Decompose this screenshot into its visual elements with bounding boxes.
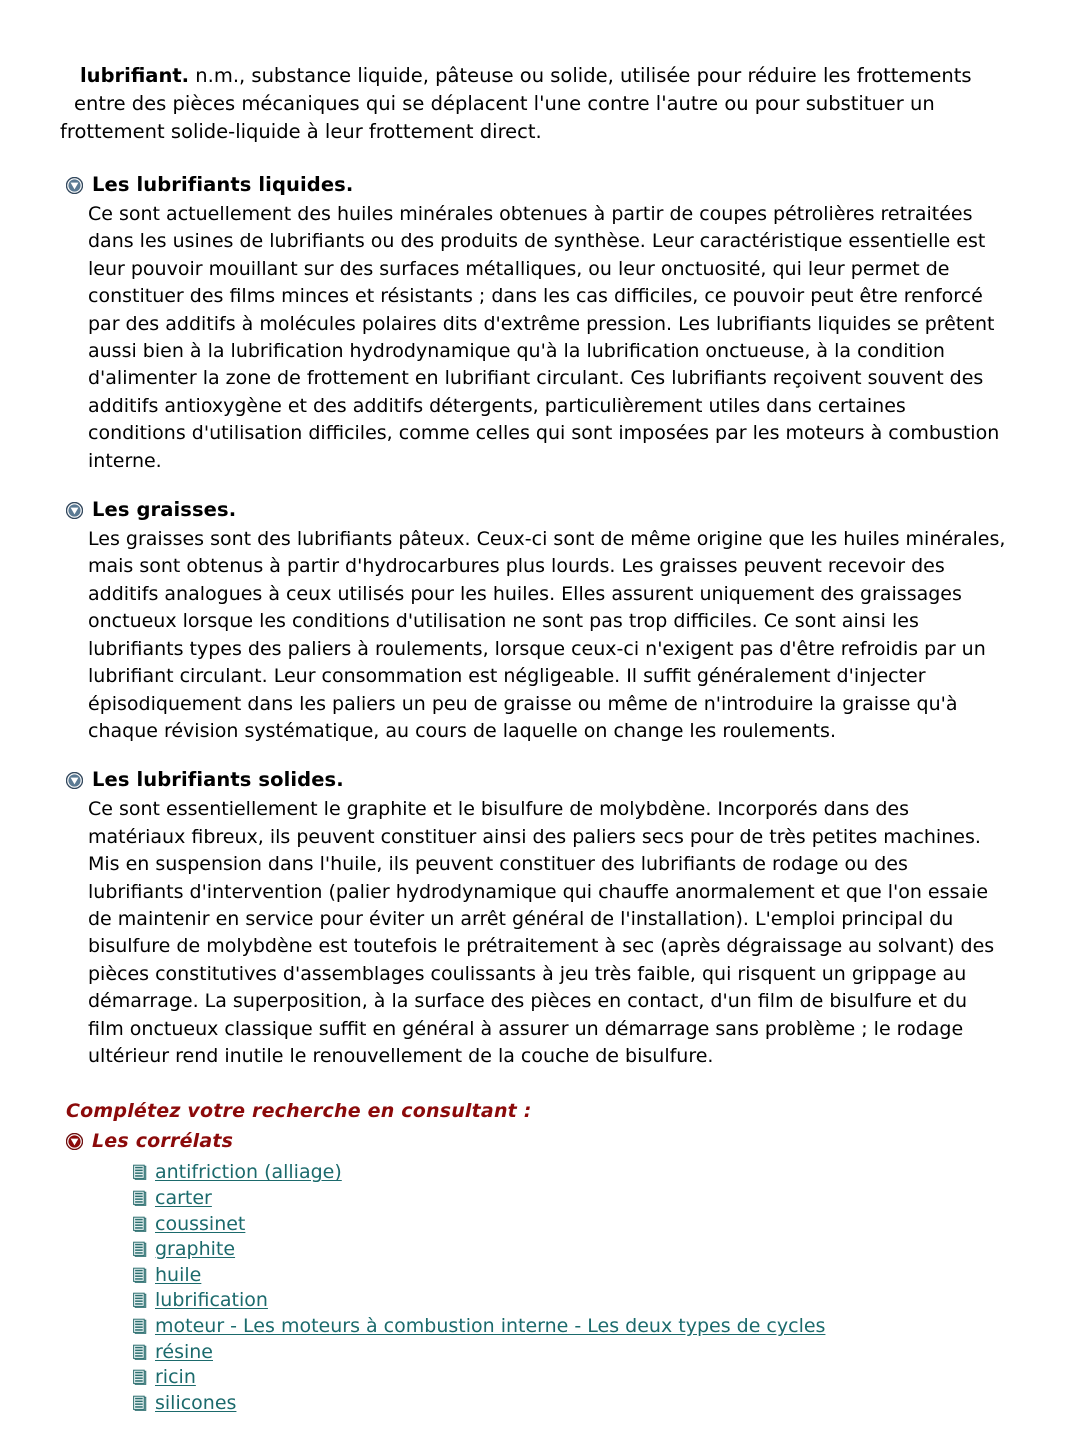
- correlat-link[interactable]: moteur - Les moteurs à combustion interne - Les deux types de cycles: [155, 1314, 826, 1337]
- section-title: Les lubrifiants liquides.: [92, 173, 354, 196]
- section-body: Ce sont essentiellement le graphite et le bisulfure de molybdène. Incorporés dans des matériaux fibreux, ils peuvent constituer ainsi des paliers secs pour de très petites machines. Mis en suspension dans l'huile, ils peuvent constituer des lubrifiants de rodage ou des lubrifiants d'intervention (palier hydrodynamique qui chauffe anormalement et que l'on essaie de maintenir en service pour éviter un arrêt général de l'installation). L'emploi principal du bisulfure de molybdène est toutefois le prétraitement à sec (après dégraissage au solvant) des pièces constitutives d'assemblages coulissants à jeu très faible, qui risquent un grippage au démarrage. La superposition, à la surface des pièces en contact, d'un film de bisulfure et du film onctueux classique suffit en général à assurer un démarrage sans problème ; le rodage ultérieur rend inutile le renouvellement de la couche de bisulfure.: [88, 798, 995, 1067]
- section-header[interactable]: [60, 172, 1017, 198]
- section-title: Les lubrifiants solides.: [92, 768, 344, 792]
- list-item[interactable]: [132, 1263, 1017, 1288]
- document-pages-icon: [132, 1344, 147, 1361]
- section-lubrifiants-solides: [60, 767, 1017, 1070]
- correlat-link[interactable]: coussinet: [155, 1212, 246, 1235]
- correlat-link[interactable]: huile: [155, 1263, 202, 1286]
- document-pages-icon: [132, 1241, 147, 1258]
- correlat-link[interactable]: graphite: [155, 1238, 236, 1261]
- definition-line-2: entre des pièces mécaniques qui se déplacent l'une contre l'autre ou pour substituer un: [74, 92, 935, 115]
- section-graisses: [60, 497, 1017, 745]
- correlat-link[interactable]: silicones: [155, 1391, 237, 1414]
- headword: lubrifiant.: [80, 64, 190, 87]
- correlats-title: Les corrélats: [92, 1130, 234, 1153]
- document-pages-icon: [132, 1318, 147, 1335]
- correlat-link[interactable]: lubrification: [155, 1289, 268, 1312]
- document-pages-icon: [132, 1395, 147, 1412]
- list-item[interactable]: [132, 1340, 1017, 1365]
- list-item[interactable]: [132, 1314, 1017, 1339]
- correlat-link[interactable]: ricin: [155, 1366, 196, 1389]
- section-body: Ce sont actuellement des huiles minérales obtenues à partir de coupes pétrolières retraitées dans les usines de lubrifiants ou des produits de synthèse. Leur caractéristique essentielle est leur pouvoir mouillant sur des surfaces métalliques, ou leur onctuosité, qui leur permet de constituer des films minces et résistants ; dans les cas difficiles, ce pouvoir peut être renforcé par des additifs à molécules polaires dits d'extrême pression. Les lubrifiants liquides se prêtent aussi bien à la lubrification hydrodynamique qu'à la lubrification onctueuse, à la condition d'alimenter la zone de frottement en lubrifiant circulant. Ces lubrifiants reçoivent souvent des additifs antioxygène et des additifs détergents, particulièrement utiles dans certaines conditions d'utilisation difficiles, comme celles qui sont imposées par les moteurs à combustion interne.: [88, 203, 1000, 472]
- section-title: Les graisses.: [92, 498, 237, 522]
- document-pages-icon: [132, 1190, 147, 1207]
- circle-down-triangle-icon: [66, 772, 83, 789]
- definition-line-3: frottement solide-liquide à leur frottement direct.: [60, 120, 542, 143]
- correlat-link[interactable]: résine: [155, 1340, 213, 1363]
- list-item[interactable]: [132, 1391, 1017, 1416]
- document-pages-icon: [132, 1164, 147, 1181]
- correlats-link-list: [60, 1160, 1017, 1415]
- list-item[interactable]: [132, 1212, 1017, 1237]
- circle-down-triangle-icon: [66, 177, 83, 194]
- list-item[interactable]: [132, 1186, 1017, 1211]
- list-item[interactable]: [132, 1365, 1017, 1390]
- definition-line-1: [60, 62, 1017, 90]
- consult-prompt: Complétez votre recherche en consultant :: [66, 1100, 532, 1123]
- list-item[interactable]: [132, 1288, 1017, 1313]
- document-pages-icon: [132, 1267, 147, 1284]
- section-header[interactable]: [60, 767, 1017, 793]
- section-header[interactable]: [60, 497, 1017, 523]
- definition-block: [60, 62, 1017, 146]
- circle-down-triangle-red-icon: [66, 1133, 83, 1150]
- correlats-header[interactable]: [60, 1130, 1017, 1152]
- correlat-link[interactable]: antifriction (alliage): [155, 1161, 342, 1184]
- definition-text-1: n.m., substance liquide, pâteuse ou solide, utilisée pour réduire les frottements: [195, 64, 972, 87]
- document-pages-icon: [132, 1292, 147, 1309]
- correlat-link[interactable]: carter: [155, 1186, 212, 1209]
- circle-down-triangle-icon: [66, 502, 83, 519]
- list-item[interactable]: [132, 1160, 1017, 1185]
- list-item[interactable]: [132, 1237, 1017, 1262]
- document-pages-icon: [132, 1369, 147, 1386]
- section-body: Les graisses sont des lubrifiants pâteux. Ceux-ci sont de même origine que les huiles minérales, mais sont obtenus à partir d'hydrocarbures plus lourds. Les graisses peuvent recevoir des additifs analogues à ceux utilisés pour les huiles. Elles assurent uniquement des graissages onctueux lorsque les conditions d'utilisation ne sont pas trop difficiles. Ce sont ainsi les lubrifiants types des paliers à roulements, lorsque ceux-ci n'exigent pas d'être refroidis par un lubrifiant circulant. Leur consommation est négligeable. Il suffit généralement d'injecter épisodiquement dans les paliers un peu de graisse ou même de n'introduire la graisse qu'à chaque révision systématique, au cours de laquelle on change les roulements.: [88, 528, 1006, 742]
- document-pages-icon: [132, 1216, 147, 1233]
- section-lubrifiants-liquides: [60, 172, 1017, 475]
